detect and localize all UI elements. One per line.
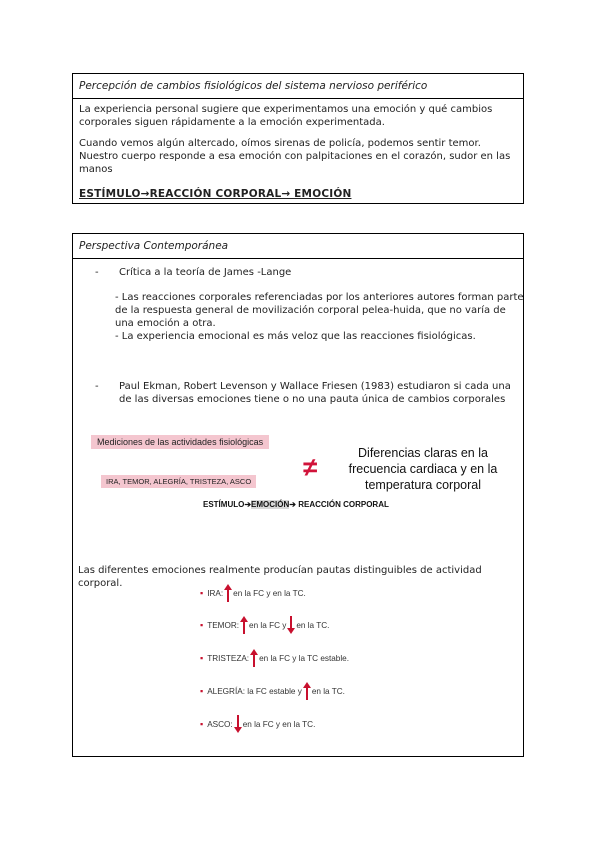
list-item-temor: ▪ TEMOR: en la FC y en la TC. [200, 615, 329, 635]
dash-marker: - [95, 381, 99, 392]
list-item-critique [95, 266, 291, 279]
bullet-icon: ▪ [200, 588, 204, 598]
sequence-formula: ESTÍMULO→REACCIÓN CORPORAL→ EMOCIÓN [79, 188, 352, 200]
differences-text: Diferencias claras en la frecuencia cardiaca y en la temperatura corporal [348, 446, 498, 492]
conclusion-text: Las diferentes emociones realmente producían pautas distinguibles de actividad corporal. [78, 565, 482, 589]
list-item-ira: ▪ IRA: en la FC y en la TC. [200, 583, 306, 603]
paragraph-example: Cuando vemos algún altercado, oímos sirenas de policía, podemos sentir temor. Nuestro cuerpo responde a esa emoción con palpitaciones en el corazón, sudor en las manos [79, 138, 511, 175]
sub-point-speed: - La experiencia emocional es más veloz que las reacciones fisiológicas. [115, 331, 476, 342]
section-body [73, 99, 523, 205]
bullet-icon: ▪ [200, 686, 204, 696]
up-arrow-icon [224, 584, 232, 602]
section-contemporary [72, 233, 524, 757]
ekman-text: Paul Ekman, Robert Levenson y Wallace Friesen (1983) estudiaron si cada una de las diversas emociones tiene o no una pauta única de cambios corporales [119, 381, 511, 405]
bullet-icon: ▪ [200, 719, 204, 729]
paragraph-experience: La experiencia personal sugiere que experimentamos una emoción y qué cambios corporales siguen rápidamente a la emoción experimentada. [79, 104, 493, 128]
list-item-alegria: ▪ ALEGRÍA: la FC estable y en la TC. [200, 681, 345, 701]
chain-start: ESTÍMULO➔ [203, 500, 252, 509]
stimulus-chain [203, 500, 389, 509]
sub-point-fight-flight: - Las reacciones corporales referenciadas por los anteriores autores forman parte de la respuesta general de movilización corporal pelea-huida, que no varía de una emoción a otra. [115, 292, 524, 329]
bullet-icon: ▪ [200, 620, 204, 630]
up-arrow-icon [250, 649, 258, 667]
section-title: Perspectiva Contemporánea [73, 234, 523, 259]
list-item-asco: ▪ ASCO: en la FC y en la TC. [200, 714, 315, 734]
section-title: Percepción de cambios fisiológicos del sistema nervioso periférico [73, 74, 523, 99]
up-arrow-icon [303, 682, 311, 700]
dash-marker: - [95, 267, 99, 278]
list-item-tristeza: ▪ TRISTEZA: en la FC y la TC estable. [200, 648, 349, 668]
down-arrow-icon [234, 715, 242, 733]
chain-end: ➔ REACCIÓN CORPORAL [289, 500, 389, 509]
down-arrow-icon [287, 616, 295, 634]
section-peripheral-perception [72, 73, 524, 204]
measurements-label: Mediciones de las actividades fisiológicas [91, 435, 269, 449]
not-equal-sign: ≠ [303, 452, 318, 482]
emotions-list-label: IRA, TEMOR, ALEGRÍA, TRISTEZA, ASCO [101, 475, 256, 488]
critique-text: Crítica a la teoría de James -Lange [119, 267, 292, 278]
up-arrow-icon [240, 616, 248, 634]
chain-emotion: EMOCIÓN [251, 500, 290, 509]
list-item-ekman [95, 380, 523, 406]
bullet-icon: ▪ [200, 653, 204, 663]
